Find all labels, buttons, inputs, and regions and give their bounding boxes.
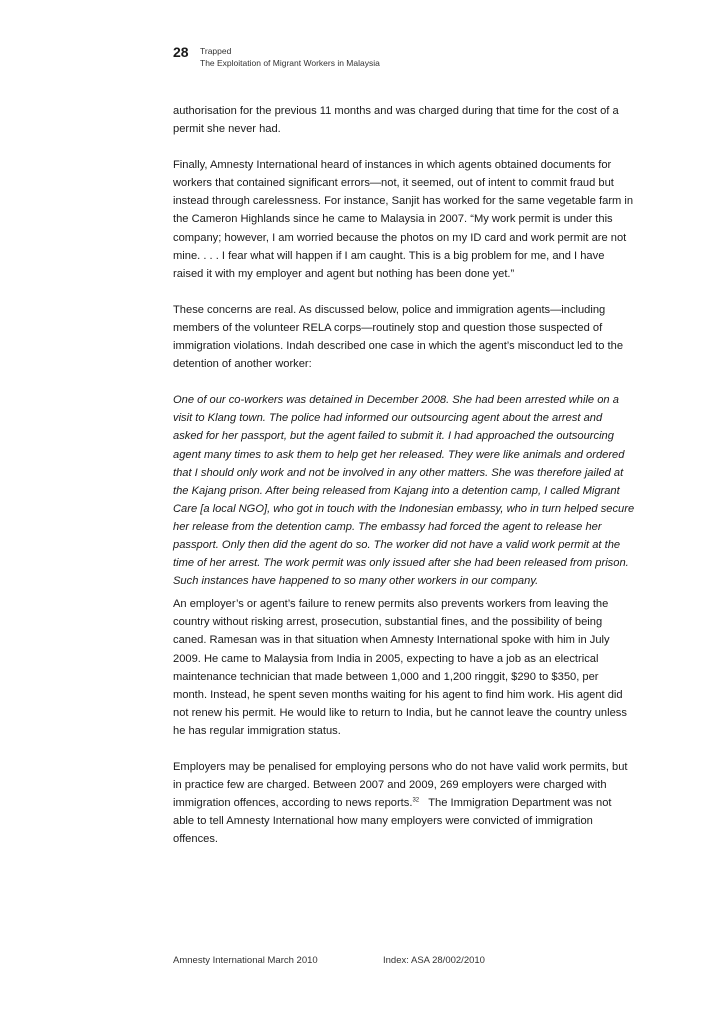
text-line: passport. Only then did the agent do so. The worker did not have a valid work permit at the [173, 538, 621, 551]
text-line: month. Instead, he spent seven months waiting for his agent to find him work. His agent did [173, 688, 623, 701]
report-title: Trapped [200, 46, 232, 56]
running-head [200, 45, 380, 69]
text-line: raised it with my employer and agent but nothing has been done yet.” [173, 267, 515, 280]
text-line: members of the volunteer RELA corps—routinely stop and question those suspected of [173, 321, 603, 334]
page-footer [173, 955, 633, 971]
text-line: asked for her passport, but the agent failed to submit it. I had approached the outsourcing [173, 430, 614, 443]
paragraph [173, 595, 633, 740]
paragraph [173, 102, 633, 138]
text-line: that I should only work and not be involved in any other matters. She was therefore jailed at [173, 466, 624, 479]
text-line: offences. [173, 833, 219, 846]
text-line: Finally, Amnesty International heard of instances in which agents obtained documents for [173, 159, 612, 172]
block-quote [173, 391, 633, 590]
text-line: One of our co-workers was detained in December 2008. She had been arrested while on a [173, 394, 619, 407]
text-line [173, 794, 633, 812]
text-line: Such instances have happened to so many other workers in our company. [173, 575, 539, 588]
text-line: mine. . . . I fear what will happen if I am caught. This is a big problem for me, and I have [173, 249, 605, 262]
text-line: country without risking arrest, prosecution, substantial fines, and the possibility of being [173, 616, 603, 629]
paragraph [173, 301, 633, 373]
text-line: the Cameron Highlands since he came to Malaysia in 2007. “My work permit is under this [173, 213, 613, 226]
text-line: company; however, I am worried because the photos on my ID card and work permit are not [173, 231, 627, 244]
text-line: agent many times to ask them to help get her released. They were like animals and ordered [173, 448, 625, 461]
text-segment: The Immigration Department was not [419, 797, 612, 810]
footnote-reference: 32 [412, 797, 420, 804]
report-subtitle: The Exploitation of Migrant Workers in Malaysia [200, 58, 380, 68]
paragraph [173, 758, 633, 848]
text-line: the Kajang prison. After being released from Kajang into a detention camp, I called Migrant [173, 484, 620, 497]
main-text [173, 102, 633, 866]
text-segment: immigration offences, according to news reports. [173, 797, 413, 810]
text-line: her release from the detention camp. The embassy had forced the agent to release her [173, 520, 602, 533]
text-line: immigration violations. Indah described one case in which the agent’s misconduct led to the [173, 340, 624, 353]
text-line: Employers may be penalised for employing persons who do not have valid work permits, but [173, 761, 628, 773]
text-line: These concerns are real. As discussed below, police and immigration agents—including [173, 303, 606, 316]
text-line: caned. Ramesan was in that situation when Amnesty International spoke with him in July [173, 634, 610, 647]
text-line: able to tell Amnesty International how many employers were convicted of immigration [173, 815, 593, 828]
page-header [173, 42, 633, 72]
text-line: not renew his permit. He would like to return to India, but he cannot leave the country unless [173, 706, 627, 719]
footer-publisher-date: Amnesty International March 2010 [173, 955, 318, 966]
text-line: An employer’s or agent’s failure to renew permits also prevents workers from leaving the [173, 598, 609, 611]
text-line: he has regular immigration status. [173, 724, 341, 737]
footer-index-number: Index: ASA 28/002/2010 [383, 955, 485, 966]
text-line: maintenance technician that made between 1,000 and 1,200 ringgit, $290 to $350, per [173, 670, 599, 683]
text-line: permit she never had. [173, 123, 281, 136]
text-line: time of her arrest. The work permit was only issued after she had been released from prison. [173, 557, 629, 570]
text-line: visit to Klang town. The police had informed our outsourcing agent about the arrest and [173, 412, 603, 425]
text-line: detention of another worker: [173, 358, 312, 371]
text-line: authorisation for the previous 11 months and was charged during that time for the cost of a [173, 105, 619, 117]
text-line: workers that contained significant errors—not, it seemed, out of intent to commit fraud but [173, 177, 614, 190]
text-line: instead through carelessness. For instance, Sanjit has worked for the same vegetable farm in [173, 195, 634, 208]
text-line: Care [a local NGO], who got in touch with the Indonesian embassy, who in turn helped secure [173, 502, 635, 515]
text-line: 2009. He came to Malaysia from India in 2005, expecting to have a job as an electrical [173, 652, 599, 665]
paragraph [173, 156, 633, 283]
text-line: in practice few are charged. Between 2007 and 2009, 269 employers were charged with [173, 779, 607, 792]
page-number: 28 [173, 44, 189, 60]
